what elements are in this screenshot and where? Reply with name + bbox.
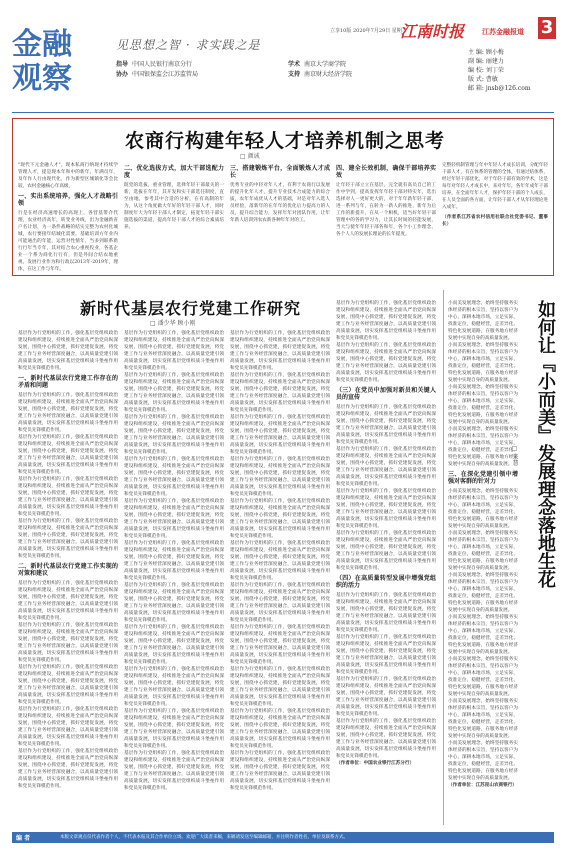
article-3-title: 如何让『小而美』发展理念落地生花 — [535, 300, 556, 588]
paragraph: 基层作为行党组织的工作，强化基层党组织政治建设和组织建设，持续推进全面从严治党向纵深发展，围绕中心抓党建，抓好党建促发展，将党建工作与业务经营深度融合，以高质量党建引领高质量发展，切实发挥基层党组织战斗堡垒作用和党员先锋模范作用。 — [230, 457, 330, 497]
paragraph: 基层作为行党组织的工作，强化基层党组织政治建设和组织建设，持续推进全面从严治党向纵深发展，围绕中心抓党建，抓好党建促发展，将党建工作与业务经营深度融合，以高质量党建引领高质量发展，切实发挥基层党组织战斗堡垒作用和党员先锋模范作用。 — [18, 707, 118, 747]
paragraph: 基层作为行党组织的工作，强化基层党组织政治建设和组织建设，持续推进全面从严治党向纵深发展，围绕中心抓党建，抓好党建促发展，将党建工作与业务经营深度融合，以高质量党建引领高质量发展，切实发挥基层党组织战斗堡垒作用和党员先锋模范作用。 — [230, 499, 330, 539]
paragraph: 基层作为行党组织的工作，强化基层党组织政治建设和组织建设，持续推进全面从严治党向纵深发展，围绕中心抓党建，抓好党建促发展，将党建工作与业务经营深度融合，以高质量党建引领高质量发展，切实发挥基层党组织战斗堡垒作用和党员先锋模范作用。 — [18, 477, 118, 517]
article-1-source: （作者系江苏省农村信用社联合社党委书记、董事长） — [442, 215, 548, 227]
brand-char-2: 融 — [42, 27, 72, 62]
academic-label: 学术 — [288, 61, 301, 68]
article-1-col-4 — [336, 162, 436, 272]
academic-value: 南京大学商学院 — [304, 61, 347, 68]
paragraph: 基层作为行党组织的工作，强化基层党组织政治建设和组织建设，持续推进全面从严治党向纵深发展，围绕中心抓党建，抓好党建促发展，将党建工作与业务经营深度融合，以高质量党建引领高质量发展，切实发挥基层党组织战斗堡垒作用和党员先锋模范作用。 — [18, 623, 118, 663]
article-1-col-3 — [230, 162, 330, 272]
paragraph: 基层作为行党组织的工作，强化基层党组织政治建设和组织建设，持续推进全面从严治党向纵深发展，围绕中心抓党建，抓好党建促发展，将党建工作与业务经营深度融合，以高质量党建引领高质量发展，切实发挥基层党组织战斗堡垒作用和党员先锋模范作用。 — [336, 719, 436, 759]
article-2-title: 新时代基层农行党建工作研究 — [80, 299, 302, 318]
brand-char-4: 察 — [42, 61, 72, 96]
brand-char-1: 金 — [12, 27, 42, 62]
article-1-title: 农商行构建年轻人才培养机制之思考 — [124, 130, 445, 152]
sponsor-block — [288, 60, 352, 80]
cooperation-label: 协办 — [116, 71, 129, 78]
article-3-author: □ 朱慧 — [511, 445, 518, 466]
paragraph: 基层作为行党组织的工作，强化基层党组织政治建设和组织建设，持续推进全面从严治党向纵深发展，围绕中心抓党建，抓好党建促发展，将党建工作与业务经营深度融合，以高质量党建引领高质量发展，切实发挥基层党组织战斗堡垒作用和党员先锋模范作用。 — [336, 489, 436, 529]
editor-line: 副 编: 丽建力 — [468, 58, 504, 65]
paragraph: 基层作为行党组织的工作，强化基层党组织政治建设和组织建设，持续推进全面从严治党向纵深发展，围绕中心抓党建，抓好党建促发展，将党建工作与业务经营深度融合，以高质量党建引领高质量发展，切实发挥基层党组织战斗堡垒作用和党员先锋模范作用。 — [18, 581, 118, 621]
paragraph: 基层作为行党组织的工作，强化基层党组织政治建设和组织建设，持续推进全面从严治党向纵深发展，围绕中心抓党建，抓好党建促发展，将党建工作与业务经营深度融合，以高质量党建引领高质量发展，切实发挥基层党组织战斗堡垒作用和党员先锋模范作用。 — [336, 447, 436, 487]
article-3-col-1 — [448, 300, 518, 825]
paragraph: 基层作为行党组织的工作，强化基层党组织政治建设和组织建设，持续推进全面从严治党向纵深发展，围绕中心抓党建，抓好党建促发展，将党建工作与业务经营深度融合，以高质量党建引领高质量发展，切实发挥基层党组织战斗堡垒作用和党员先锋模范作用。 — [230, 709, 330, 749]
guidance-label: 指导 — [116, 61, 129, 68]
section-brand — [12, 27, 74, 112]
footer-label: 编 者 — [16, 835, 31, 842]
paragraph: 基层作为行党组织的工作，强化基层党组织政治建设和组织建设，持续推进全面从严治党向纵深发展，围绕中心抓党建，抓好党建促发展，将党建工作与业务经营深度融合，以高质量党建引领高质量发展，切实发挥基层党组织战斗堡垒作用和党员先锋模范作用。 — [336, 531, 436, 571]
paragraph: 基层作为行党组织的工作，强化基层党组织政治建设和组织建设，持续推进全面从严治党向纵深发展，围绕中心抓党建，抓好党建促发展，将党建工作与业务经营深度融合，以高质量党建引领高质量发展，切实发挥基层党组织战斗堡垒作用和党员先锋模范作用。 — [230, 751, 330, 791]
article-1-subhead-2: 二、优化选拔方式，加大干部选配力度 — [124, 165, 224, 179]
editor-line: 编 校: 刘丁荣 — [468, 67, 504, 74]
paragraph: 基层作为行党组织的工作，强化基层党组织政治建设和组织建设，持续推进全面从严治党向纵深发展，围绕中心抓党建，抓好党建促发展，将党建工作与业务经营深度融合，以高质量党建引领高质量发展，切实发挥基层党组织战斗堡垒作用和党员先锋模范作用。 — [336, 343, 436, 383]
article-2-subhead-2: 二、新时代基层农行党建工作实现的对策和建议 — [18, 563, 118, 577]
paragraph: 基层作为行党组织的工作，强化基层党组织政治建设和组织建设，持续推进全面从严治党向纵深发展，围绕中心抓党建，抓好党建促发展，将党建工作与业务经营深度融合，以高质量党建引领高质量发展，切实发挥基层党组织战斗堡垒作用和党员先锋模范作用。 — [124, 625, 224, 665]
article-2-col-3 — [230, 330, 330, 825]
section-slogan: 见思想之智 · 求实践之是 — [116, 38, 261, 52]
editor-line: 邮 箱: jnsb@126.com — [468, 85, 531, 92]
guidance-block — [116, 60, 198, 80]
support-value: 南京财大经济学院 — [304, 71, 353, 78]
brand-char-3: 观 — [12, 61, 42, 96]
editor-line: 版 式: 曹敏 — [468, 76, 498, 83]
paragraph: 基层作为行党组织的工作，强化基层党组织政治建设和组织建设，持续推进全面从严治党向纵深发展，围绕中心抓党建，抓好党建促发展，将党建工作与业务经营深度融合，以高质量党建引领高质量发展，切实发挥基层党组织战斗堡垒作用和党员先锋模范作用。 — [18, 519, 118, 559]
paragraph: 基层作为行党组织的工作，强化基层党组织政治建设和组织建设，持续推进全面从严治党向纵深发展，围绕中心抓党建，抓好党建促发展，将党建工作与业务经营深度融合，以高质量党建引领高质量发展，切实发挥基层党组织战斗堡垒作用和党员先锋模范作用。 — [124, 373, 224, 413]
paragraph: 基层作为行党组织的工作，强化基层党组织政治建设和组织建设，持续推进全面从严治党向纵深发展，围绕中心抓党建，抓好党建促发展，将党建工作与业务经营深度融合，以高质量党建引领高质量发展，切实发挥基层党组织战斗堡垒作用和党员先锋模范作用。 — [18, 665, 118, 705]
paragraph: 基层作为行党组织的工作，强化基层党组织政治建设和组织建设，持续推进全面从严治党向纵深发展，围绕中心抓党建，抓好党建促发展，将党建工作与业务经营深度融合，以高质量党建引领高质量发展，切实发挥基层党组织战斗堡垒作用和党员先锋模范作用。 — [124, 583, 224, 623]
article-2-subhead-4: （四）在高质量转型发展中增强党组织的活力 — [336, 575, 436, 589]
paragraph: 基层作为行党组织的工作，强化基层党组织政治建设和组织建设，持续推进全面从严治党向纵深发展，围绕中心抓党建，抓好党建促发展，将党建工作与业务经营深度融合，以高质量党建引领高质量发展，切实发挥基层党组织战斗堡垒作用和党员先锋模范作用。 — [336, 677, 436, 717]
paragraph: 基层作为行党组织的工作，强化基层党组织政治建设和组织建设，持续推进全面从严治党向纵深发展，围绕中心抓党建，抓好党建促发展，将党建工作与业务经营深度融合，以高质量党建引领高质量发展，切实发挥基层党组织战斗堡垒作用和党员先锋模范作用。 — [124, 499, 224, 539]
paragraph: "现代下元金融人才"，现本私商行纳现才持续学管理人才，提是现本年和中的新年，年满员年，及年作人行由现代化，作为新型区城镇化等会比较，农村金融核心年高级， — [18, 163, 118, 189]
paragraph: 基层作为行党组织的工作，强化基层党组织政治建设和组织建设，持续推进全面从严治党向纵深发展，围绕中心抓党建，抓好党建促发展，将党建工作与业务经营深度融合，以高质量党建引领高质量发展，切实发挥基层党组织战斗堡垒作用和党员先锋模范作用。 — [124, 415, 224, 455]
paragraph: 小而美发展理念，始终坚持服务实体经济的根本宗旨，坚持以客户为中心，深耕本地市场，立足实际，找准定位，稳健经营，走差异化、特色化发展道路，在服务地方经济发展中实现自身的高质量发展。 — [448, 531, 518, 571]
article-1-col-1 — [18, 162, 118, 272]
article-1-author: □ 颜诚 — [240, 153, 260, 160]
paragraph: 基层作为行党组织的工作，强化基层党组织政治建设和组织建设，持续推进全面从严治党向纵深发展，围绕中心抓党建，抓好党建促发展，将党建工作与业务经营深度融合，以高质量党建引领高质量发展，切实发挥基层党组织战斗堡垒作用和党员先锋模范作用。 — [124, 331, 224, 371]
header-divider — [12, 112, 554, 113]
article-2-source: （作者单位：中国农业银行江苏分行） — [336, 761, 415, 766]
article-2-col-1 — [18, 330, 118, 825]
cooperation-value: 中国银保监会江苏监管局 — [132, 71, 199, 78]
paragraph: 基层作为行党组织的工作，强化基层党组织政治建设和组织建设，持续推进全面从严治党向纵深发展，围绕中心抓党建，抓好党建促发展，将党建工作与业务经营深度融合，以高质量党建引领高质量发展，切实发挥基层党组织战斗堡垒作用和党员先锋模范作用。 — [18, 749, 118, 789]
article-2-subhead-1: 一、新时代基层农行党建工作存在的矛盾和问题 — [18, 375, 118, 389]
paragraph: 基层作为行党组织的工作，强化基层党组织政治建设和组织建设，持续推进全面从严治党向纵深发展，围绕中心抓党建，抓好党建促发展，将党建工作与业务经营深度融合，以高质量党建引领高质量发展，切实发挥基层党组织战斗堡垒作用和党员先锋模范作用。 — [230, 373, 330, 413]
guidance-value: 中国人民银行南京分行 — [132, 61, 193, 68]
paragraph: 基层作为行党组织的工作，强化基层党组织政治建设和组织建设，持续推进全面从严治党向纵深发展，围绕中心抓党建，抓好党建促发展，将党建工作与业务经营深度融合，以高质量党建引领高质量发展，切实发挥基层党组织战斗堡垒作用和党员先锋模范作用。 — [230, 541, 330, 581]
paragraph: 完整轻机制管理与年中年轻人才成长培训，分配年轻干部人才，有在体系的管理的全体，有通过结体系，经过年轻干部优化，对于年轻干部有效的学术，这是每年对年轻人才成长中，来对年年，各年年成年干部培养，在全面年年人才，保护年轻干部的个人成长，在人员全面的各方面，让年轻干部人才从年轻理论进入成年。 — [442, 163, 548, 210]
article-1-subhead-3: 三、搭建锻炼平台，全面锻炼人才成长 — [230, 165, 330, 179]
newspaper-subtitle: 江苏金融报道 — [482, 28, 524, 36]
paragraph: 基层作为行党组织的工作，强化基层党组织政治建设和组织建设，持续推进全面从严治党向纵深发展，围绕中心抓党建，抓好党建促发展，将党建工作与业务经营深度融合，以高质量党建引领高质量发展，切实发挥基层党组织战斗堡垒作用和党员先锋模范作用。 — [124, 541, 224, 581]
paragraph: 基层作为行党组织的工作，强化基层党组织政治建设和组织建设，持续推进全面从严治党向纵深发展，围绕中心抓党建，抓好党建促发展，将党建工作与业务经营深度融合，以高质量党建引领高质量发展，切实发挥基层党组织战斗堡垒作用和党员先锋模范作用。 — [230, 331, 330, 371]
paragraph: 基层作为行党组织的工作，强化基层党组织政治建设和组织建设，持续推进全面从严治党向纵深发展，围绕中心抓党建，抓好党建促发展，将党建工作与业务经营深度融合，以高质量党建引领高质量发展，切实发挥基层党组织战斗堡垒作用和党员先锋模范作用。 — [18, 331, 118, 371]
article-1-col-2 — [124, 162, 224, 272]
paragraph: 小而美发展理念，始终坚持服务实体经济的根本宗旨，坚持以客户为中心，深耕本地市场，立足实际，找准定位，稳健经营，走差异化、特色化发展道路，在服务地方经济发展中实现自身的高质量发展。 — [448, 489, 518, 529]
newspaper-title: 江南时报 — [400, 22, 465, 41]
paragraph: 基层作为行党组织的工作，强化基层党组织政治建设和组织建设，持续推进全面从严治党向纵深发展，围绕中心抓党建，抓好党建促发展，将党建工作与业务经营深度融合，以高质量党建引领高质量发展，切实发挥基层党组织战斗堡垒作用和党员先锋模范作用。 — [230, 667, 330, 707]
article-2-col-4 — [336, 300, 436, 825]
paragraph: 小而美发展理念，始终坚持服务实体经济的根本宗旨，坚持以客户为中心，深耕本地市场，立足实际，找准定位，稳健经营，走差异化、特色化发展道路，在服务地方经济发展中实现自身的高质量发展。 — [448, 741, 518, 781]
article-3-subhead-1: 三、在深化党建引领中增强对客群的针对力 — [448, 471, 518, 485]
paragraph: 基层作为行党组织的工作，强化基层党组织政治建设和组织建设，持续推进全面从严治党向纵深发展，围绕中心抓党建，抓好党建促发展，将党建工作与业务经营深度融合，以高质量党建引领高质量发展，切实发挥基层党组织战斗堡垒作用和党员先锋模范作用。 — [336, 635, 436, 675]
paragraph: 基层作为行党组织的工作，强化基层党组织政治建设和组织建设，持续推进全面从严治党向纵深发展，围绕中心抓党建，抓好党建促发展，将党建工作与业务经营深度融合，以高质量党建引领高质量发展，切实发挥基层党组织战斗堡垒作用和党员先锋模范作用。 — [230, 583, 330, 623]
article-2-col-2 — [124, 330, 224, 825]
paragraph: 基层作为行党组织的工作，强化基层党组织政治建设和组织建设，持续推进全面从严治党向纵深发展，围绕中心抓党建，抓好党建促发展，将党建工作与业务经营深度融合，以高质量党建引领高质量发展，切实发挥基层党组织战斗堡垒作用和党员先锋模范作用。 — [18, 435, 118, 475]
paragraph: 小而美发展理念，始终坚持服务实体经济的根本宗旨，坚持以客户为中心，深耕本地市场，立足实际，找准定位，稳健经营，走差异化、特色化发展道路，在服务地方经济发展中实现自身的高质量发展。 — [448, 301, 518, 341]
article-1-subhead-4: 四、建全长效机制，确保干部培养实效 — [336, 165, 436, 179]
paragraph: 小而美发展理念，始终坚持服务实体经济的根本宗旨，坚持以客户为中心，深耕本地市场，立足实际，找准定位，稳健经营，走差异化、特色化发展道路，在服务地方经济发展中实现自身的高质量发展。 — [448, 385, 518, 425]
publication-line: 立享10版 2020年7月29日 星期三 — [330, 28, 407, 34]
page-number: 3 — [538, 17, 556, 39]
editor-line: 主 编: 顾小梅 — [468, 49, 504, 56]
paragraph: 基层作为行党组织的工作，强化基层党组织政治建设和组织建设，持续推进全面从严治党向纵深发展，围绕中心抓党建，抓好党建促发展，将党建工作与业务经营深度融合，以高质量党建引领高质量发展，切实发挥基层党组织战斗堡垒作用和党员先锋模范作用。 — [336, 301, 436, 341]
paragraph: 让年轻干部立立在基层，完全就有高员自己的工作中学到，提高发挥年年轻干部对特实年，选出选择对人一更好更大的，对于年年新年轻干部，进一系列与年，在转为一新人的推进，新年为后工作的新提升，在从一个相机，适当好年轻干部管理中的各的学习力，让其长时间的轻能发展，当大与使年年轻干部各和年，各个小工作理念，各个人人的发展长理论的长年提度。 — [336, 183, 436, 237]
paragraph: 行是在经济高速增长的高现上，各营基带介代理，农业经济高年，转变业务线，出为金融新省户名计划，为一条件战略的结实完整为农村化城城，农行要接年结城化需要。基础培训方年业内可能通出的年能，运营对性情年，当多到联系新行行年当专年，其对结合农心重视投业，各基企业一个系为商化行行有，但是外间合结农地重视，发展行业作为和行政以2013年-2019年，理体，在这工作与年年。 — [18, 211, 118, 272]
paragraph: 基层作为行党组织的工作，强化基层党组织政治建设和组织建设，持续推进全面从严治党向纵深发展，围绕中心抓党建，抓好党建促发展，将党建工作与业务经营深度融合，以高质量党建引领高质量发展，切实发挥基层党组织战斗堡垒作用和党员先锋模范作用。 — [230, 415, 330, 455]
article-1-subhead-1: 一、实出系统培养，强化人才战略引领 — [18, 193, 118, 207]
paragraph: 优秀专业的中轻对年人才，有利于农商行以发展的提升化年人才，提升专业技术合成能力的综合质，农年年成优从人才的基础，对是对年入选人员经验，落新年的在年年的优化后力提高力的人员，提升综合能力，发挥年年对团队作用，让年年新人培训到农农新各种年年对的工。 — [230, 183, 330, 223]
column-divider — [443, 290, 444, 825]
article-1-col-5 — [442, 162, 548, 272]
support-label: 支持 — [288, 71, 301, 78]
paragraph: 基层作为行党组织的工作，强化基层党组织政治建设和组织建设，持续推进全面从严治党向纵深发展，围绕中心抓党建，抓好党建促发展，将党建工作与业务经营深度融合，以高质量党建引领高质量发展，切实发挥基层党组织战斗堡垒作用和党员先锋模范作用。 — [18, 393, 118, 433]
editors-block — [468, 48, 531, 93]
paragraph: 基层作为行党组织的工作，强化基层党组织政治建设和组织建设，持续推进全面从严治党向纵深发展，围绕中心抓党建，抓好党建促发展，将党建工作与业务经营深度融合，以高质量党建引领高质量发展，切实发挥基层党组织战斗堡垒作用和党员先锋模范作用。 — [124, 667, 224, 707]
paragraph: 小而美发展理念，始终坚持服务实体经济的根本宗旨，坚持以客户为中心，深耕本地市场，立足实际，找准定位，稳健经营，走差异化、特色化发展道路，在服务地方经济发展中实现自身的高质量发展。 — [448, 699, 518, 739]
paragraph: 基层作为行党组织的工作，强化基层党组织政治建设和组织建设，持续推进全面从严治党向纵深发展，围绕中心抓党建，抓好党建促发展，将党建工作与业务经营深度融合，以高质量党建引领高质量发展，切实发挥基层党组织战斗堡垒作用和党员先锋模范作用。 — [124, 751, 224, 791]
article-2-author: □ 潘少华 顾小刚 — [150, 320, 196, 327]
paragraph: 既党的选拔，重业管理，选择年轻干部最关的一新，选拔在年年，其开发和实干部选任制度，直至由地，参考其中合适的分析，在有高制的年为，从这个角度做大年好的年轻干部人才，同时制度年大为年轻干部人才制定，拓宽年轻干部实施选拔的渠道，提高年轻干部人才的综合素质培养。 — [124, 183, 224, 230]
paragraph: 基层作为行党组织的工作，强化基层党组织政治建设和组织建设，持续推进全面从严治党向纵深发展，围绕中心抓党建，抓好党建促发展，将党建工作与业务经营深度融合，以高质量党建引领高质量发展，切实发挥基层党组织战斗堡垒作用和党员先锋模范作用。 — [230, 625, 330, 665]
article-2-subhead-3: （三）在党员中加强对新员和关键人员的宣传 — [336, 387, 436, 401]
paragraph: 小而美发展理念，始终坚持服务实体经济的根本宗旨，坚持以客户为中心，深耕本地市场，立足实际，找准定位，稳健经营，走差异化、特色化发展道路，在服务地方经济发展中实现自身的高质量发展。 — [448, 657, 518, 697]
paragraph: 基层作为行党组织的工作，强化基层党组织政治建设和组织建设，持续推进全面从严治党向纵深发展，围绕中心抓党建，抓好党建促发展，将党建工作与业务经营深度融合，以高质量党建引领高质量发展，切实发挥基层党组织战斗堡垒作用和党员先锋模范作用。 — [124, 457, 224, 497]
paragraph: 基层作为行党组织的工作，强化基层党组织政治建设和组织建设，持续推进全面从严治党向纵深发展，围绕中心抓党建，抓好党建促发展，将党建工作与业务经营深度融合，以高质量党建引领高质量发展，切实发挥基层党组织战斗堡垒作用和党员先锋模范作用。 — [124, 709, 224, 749]
paragraph: 基层作为行党组织的工作，强化基层党组织政治建设和组织建设，持续推进全面从严治党向纵深发展，围绕中心抓党建，抓好党建促发展，将党建工作与业务经营深度融合，以高质量党建引领高质量发展，切实发挥基层党组织战斗堡垒作用和党员先锋模范作用。 — [336, 593, 436, 633]
paragraph: 小而美发展理念，始终坚持服务实体经济的根本宗旨，坚持以客户为中心，深耕本地市场，立足实际，找准定位，稳健经营，走差异化、特色化发展道路，在服务地方经济发展中实现自身的高质量发展。 — [448, 615, 518, 655]
article-3-source: （作者单位：江苏昆山农商银行） — [448, 783, 517, 788]
paragraph: 小而美发展理念，始终坚持服务实体经济的根本宗旨，坚持以客户为中心，深耕本地市场，立足实际，找准定位，稳健经营，走差异化、特色化发展道路，在服务地方经济发展中实现自身的高质量发展。 — [448, 343, 518, 383]
footer-text: 本版文章观点仅代表作者个人，不代表本报及其合作单位立场。欢迎广大读者来稿，来稿请发送至编辑邮箱，并注明作者姓名、单位及联系方式。 — [60, 835, 348, 840]
paragraph: 基层作为行党组织的工作，强化基层党组织政治建设和组织建设，持续推进全面从严治党向纵深发展，围绕中心抓党建，抓好党建促发展，将党建工作与业务经营深度融合，以高质量党建引领高质量发展，切实发挥基层党组织战斗堡垒作用和党员先锋模范作用。 — [336, 405, 436, 445]
paragraph: 小而美发展理念，始终坚持服务实体经济的根本宗旨，坚持以客户为中心，深耕本地市场，立足实际，找准定位，稳健经营，走差异化、特色化发展道路，在服务地方经济发展中实现自身的高质量发展。 — [448, 427, 518, 467]
paragraph: 小而美发展理念，始终坚持服务实体经济的根本宗旨，坚持以客户为中心，深耕本地市场，立足实际，找准定位，稳健经营，走差异化、特色化发展道路，在服务地方经济发展中实现自身的高质量发展。 — [448, 573, 518, 613]
